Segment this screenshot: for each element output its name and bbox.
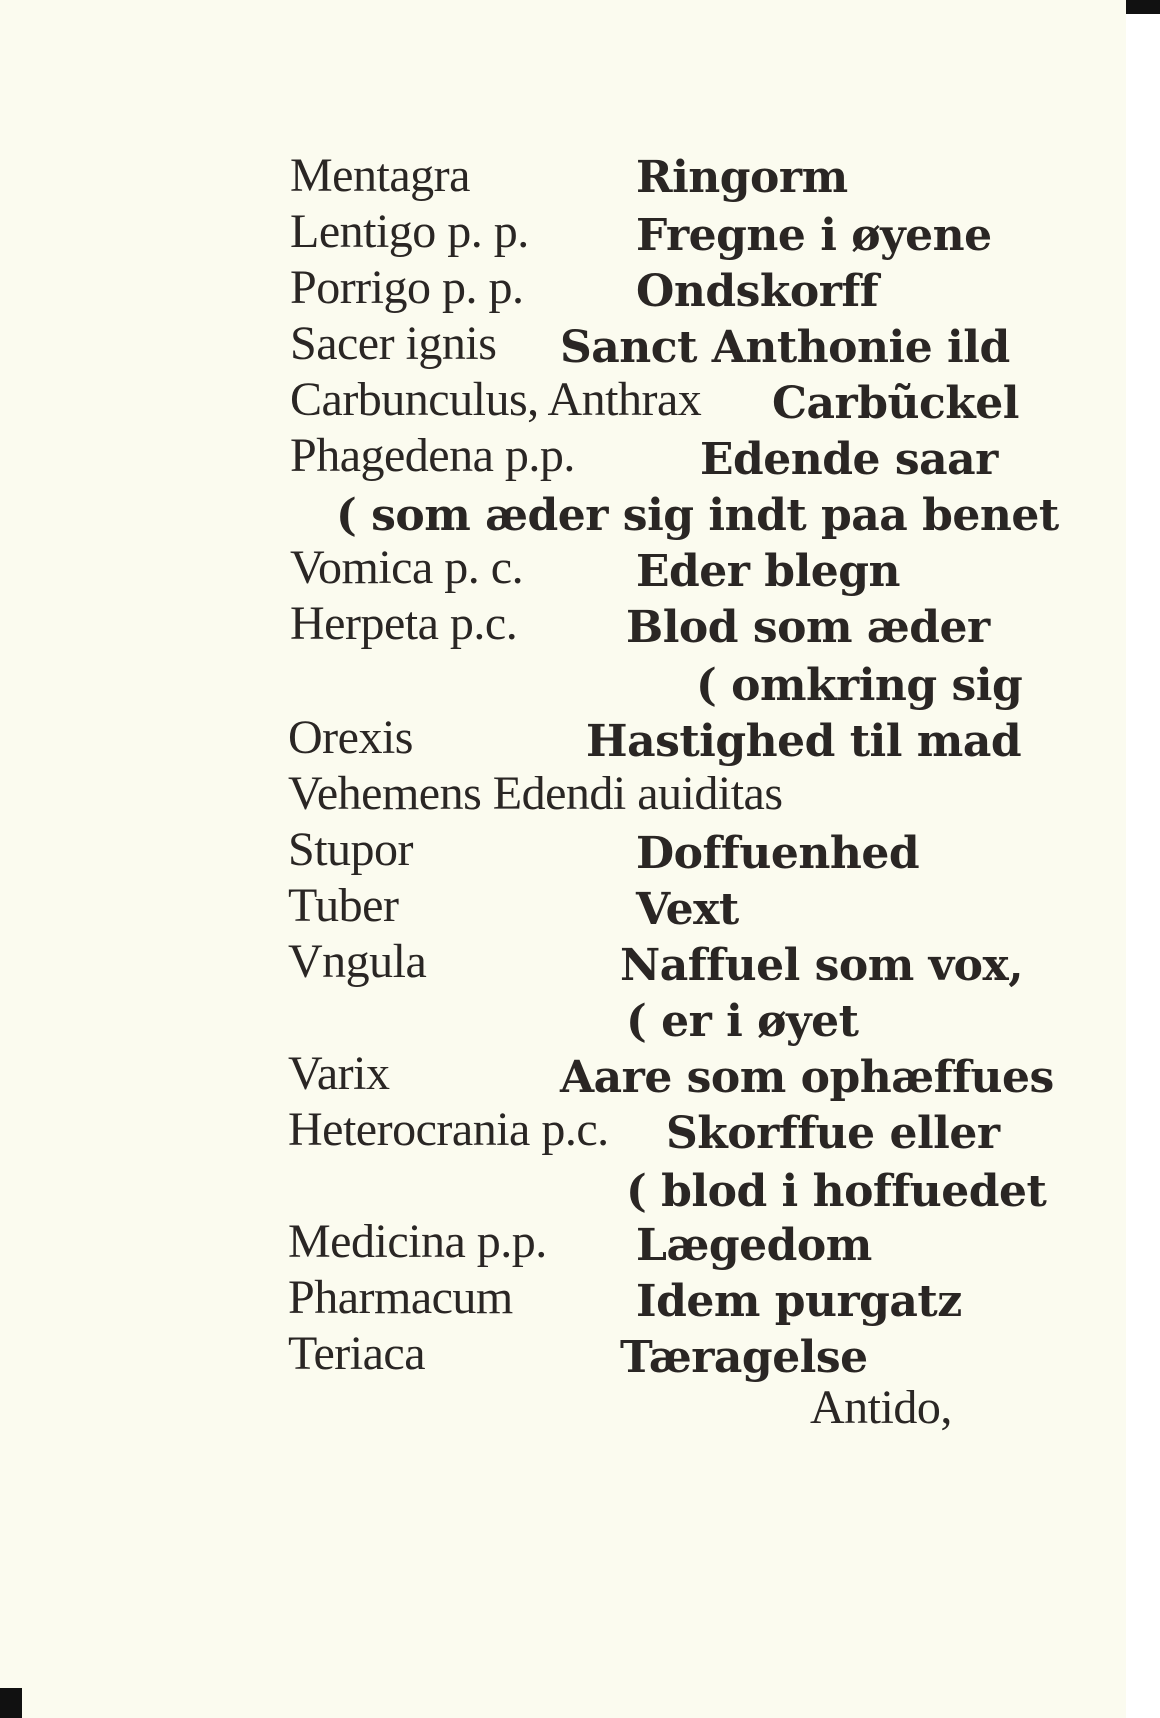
latin-term: Phagedena p.p. (290, 429, 575, 482)
danish-term: Naffuel som vox, (620, 940, 1024, 991)
danish-term: Doffuenhed (636, 828, 920, 879)
latin-term: Stupor (288, 823, 414, 876)
danish-term: Vext (636, 884, 739, 935)
latin-term: Lentigo p. p. (290, 205, 529, 258)
page-edge (1126, 0, 1160, 1718)
catchword: Antido, (810, 1381, 952, 1434)
danish-term: Carbũckel (772, 378, 1019, 429)
latin-term: Pharmacum (288, 1271, 513, 1324)
danish-term: Hastighed til mad (586, 716, 1022, 767)
danish-term: Eder blegn (636, 546, 901, 597)
danish-term: Lægedom (636, 1220, 872, 1271)
latin-term: Vngula (288, 935, 427, 988)
latin-term: Carbunculus, Anthrax (290, 373, 702, 426)
latin-term: Herpeta p.c. (290, 597, 518, 650)
latin-term: Orexis (288, 711, 413, 764)
danish-term: Idem purgatz (636, 1276, 962, 1327)
scan-marker-top (1126, 0, 1160, 14)
latin-term: Heterocrania p.c. (288, 1103, 609, 1156)
danish-term: Tæragelse (620, 1332, 868, 1383)
scan-marker-bottom (0, 1688, 22, 1718)
danish-term: Aare som ophæffues (560, 1052, 1054, 1103)
latin-term: Medicina p.p. (288, 1215, 547, 1268)
danish-continuation: ( omkring sig (696, 660, 1023, 711)
danish-term: Ringorm (636, 152, 848, 203)
latin-term: Porrigo p. p. (290, 261, 524, 314)
danish-continuation: ( blod i hoffuedet (626, 1166, 1047, 1217)
latin-term: Teriaca (288, 1327, 426, 1380)
danish-term: Fregne i øyene (636, 210, 992, 261)
latin-term: Vomica p. c. (290, 541, 524, 594)
danish-term: Blod som æder (626, 602, 990, 653)
latin-phrase: Vehemens Edendi auiditas (288, 767, 783, 820)
latin-term: Sacer ignis (290, 317, 497, 370)
danish-continuation: ( er i øyet (626, 996, 859, 1047)
danish-term: Edende saar (700, 434, 998, 485)
danish-term: Skorffue eller (666, 1108, 1000, 1159)
latin-term: Varix (288, 1047, 390, 1100)
latin-term: Mentagra (290, 149, 470, 202)
latin-term: Tuber (288, 879, 399, 932)
danish-term: Ondskorff (636, 266, 879, 317)
danish-term: Sanct Anthonie ild (560, 322, 1010, 373)
danish-continuation: ( som æder sig indt paa benet (336, 490, 1059, 541)
